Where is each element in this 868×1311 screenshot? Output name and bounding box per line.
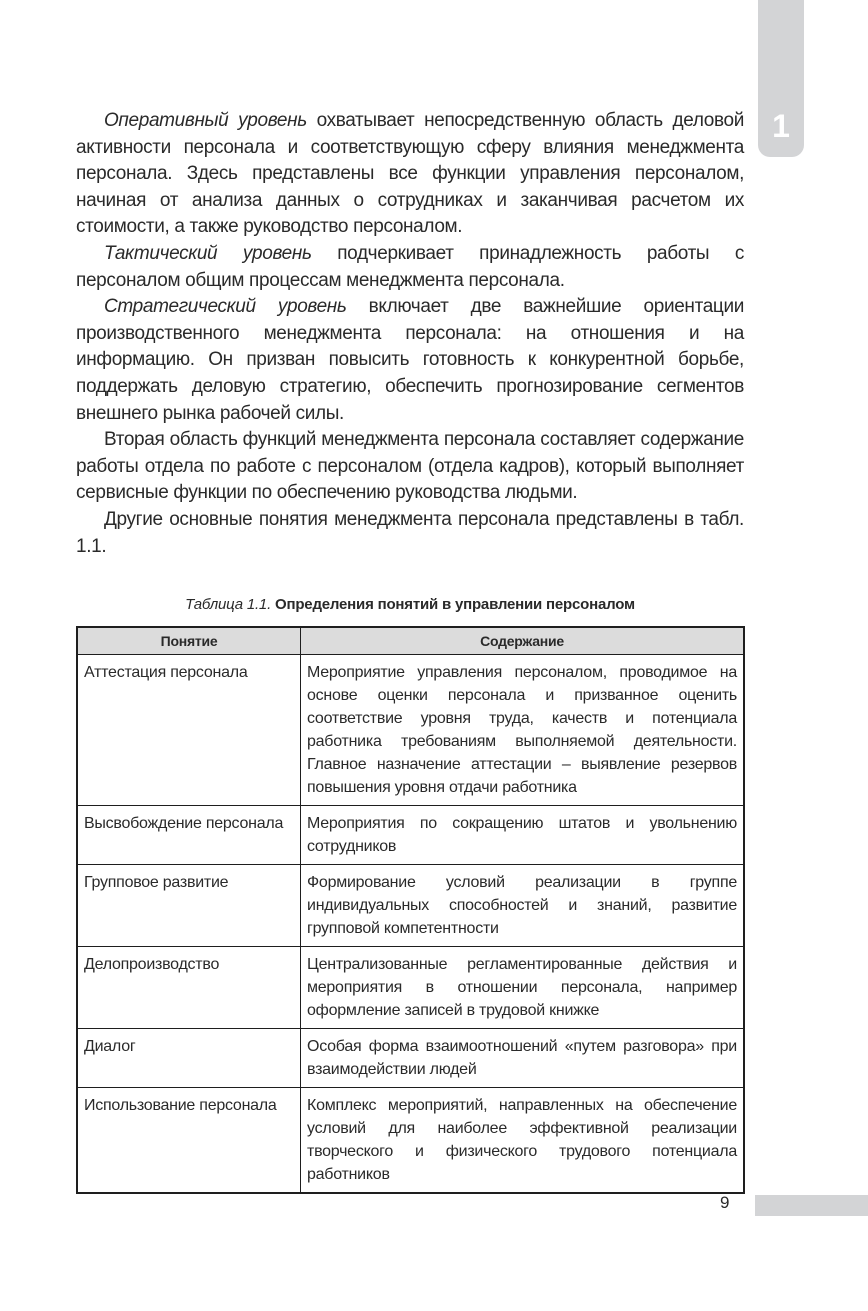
- term-cell: Использование персонала: [77, 1088, 301, 1194]
- body-text: [76, 108, 744, 560]
- paragraph-text: включает две важнейшие ориентации производственного менеджмента персонала: на отношения и на информацию. Он призван повысить готовность к конкурентной борьбе, поддержать деловую стратегию, обеспечить прогнозирование сегментов внешнего рынка рабочей силы.: [76, 296, 744, 424]
- paragraph-text: Другие основные понятия менеджмента персонала представлены в табл. 1.1.: [76, 508, 744, 557]
- paragraph-hr-department: [76, 427, 744, 507]
- page-number: 9: [720, 1193, 730, 1212]
- content-cell: Особая форма взаимоотношений «путем разговора» при взаимодействии людей: [301, 1029, 745, 1088]
- table-row: [77, 1029, 744, 1088]
- page-footer-bar: [755, 1195, 868, 1216]
- term-cell: Диалог: [77, 1029, 301, 1088]
- paragraph-lead: Оперативный уровень: [104, 110, 307, 131]
- paragraph-lead: Стратегический уровень: [104, 296, 347, 318]
- table-caption-title: Определения понятий в управлении персоналом: [275, 596, 635, 613]
- table-caption-label: Таблица 1.1.: [185, 596, 272, 613]
- paragraph-operational: [76, 108, 744, 241]
- paragraph-text: подчеркивает принадлежность работы с персоналом общим процессам менеджмента персонала.: [76, 242, 745, 291]
- term-cell: Аттестация персонала: [77, 655, 301, 806]
- chapter-tab: [758, 0, 804, 157]
- chapter-number: 1: [772, 108, 790, 144]
- paragraph-table-reference: [76, 507, 744, 560]
- paragraph-text: Вторая область функций менеджмента персонала составляет содержание работы отдела по работе с персоналом (отдела кадров), который выполняет сервисные функции по обеспечению руководства людьми.: [76, 429, 744, 504]
- table-caption: [76, 596, 744, 613]
- table-row: [77, 1088, 744, 1194]
- header-content: Содержание: [301, 627, 745, 655]
- content-cell: Формирование условий реализации в группе индивидуальных способностей и знаний, развитие групповой компетентности: [301, 865, 745, 947]
- paragraph-tactical: [76, 241, 744, 294]
- definitions-table: [76, 626, 745, 1194]
- term-cell: Высвобождение персонала: [77, 806, 301, 865]
- term-cell: Делопроизводство: [77, 947, 301, 1029]
- paragraph-text: охватывает непосредственную область деловой активности персонала и соответствующую сферу влияния менеджмента персонала. Здесь представлены все функции управления персоналом, начиная от анализа данных о сотрудниках и заканчивая расчетом их стоимости, а также руководство персоналом.: [76, 110, 745, 238]
- table-row: [77, 865, 744, 947]
- content-cell: Комплекс мероприятий, направленных на обеспечение условий для наиболее эффективной реализации творческого и физического трудового потенциала работников: [301, 1088, 745, 1194]
- paragraph-lead: Тактический уровень: [104, 242, 312, 264]
- table-row: [77, 806, 744, 865]
- paragraph-strategic: [76, 294, 744, 427]
- table-row: [77, 947, 744, 1029]
- header-term: Понятие: [77, 627, 301, 655]
- table-header-row: [77, 627, 744, 655]
- content-cell: Мероприятие управления персоналом, проводимое на основе оценки персонала и призванное оценить соответствие уровня труда, качеств и потенциала работника требованиям выполняемой деятельности. Главное назначение аттестации – выявление резервов повышения уровня отдачи работника: [301, 655, 745, 806]
- term-cell: Групповое развитие: [77, 865, 301, 947]
- content-cell: Мероприятия по сокращению штатов и увольнению сотрудников: [301, 806, 745, 865]
- table-row: [77, 655, 744, 806]
- content-cell: Централизованные регламентированные действия и мероприятия в отношении персонала, например оформление записей в трудовой книжке: [301, 947, 745, 1029]
